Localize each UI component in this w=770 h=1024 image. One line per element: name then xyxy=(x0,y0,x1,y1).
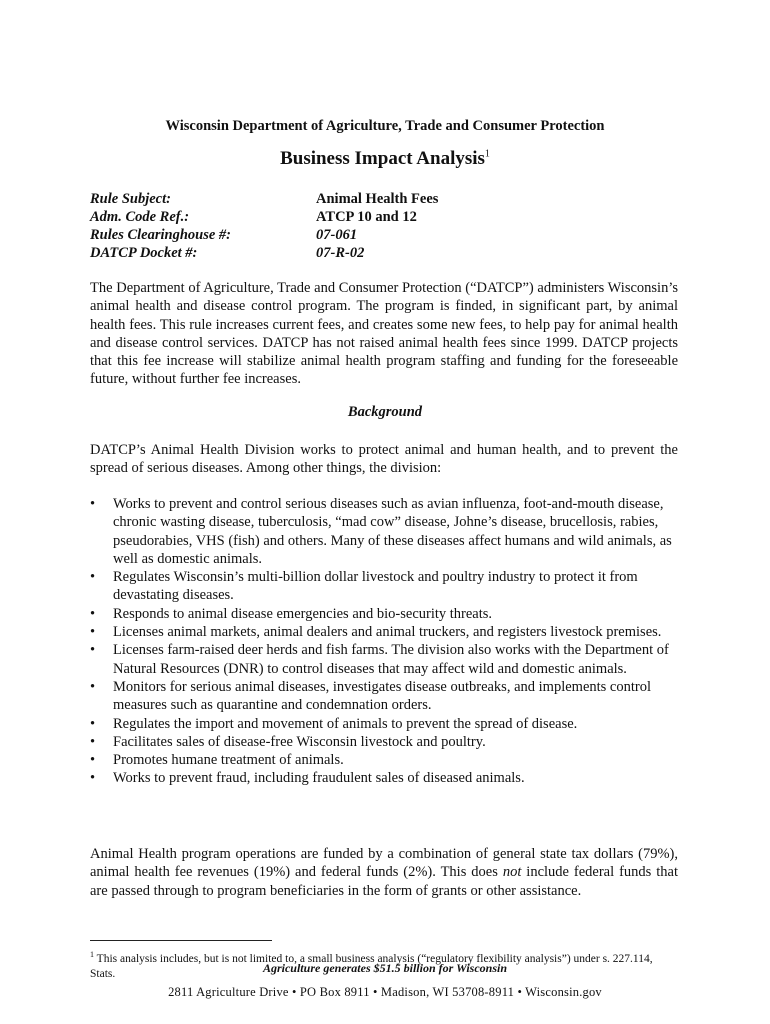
list-item-text: Works to prevent and control serious diseases such as avian influenza, foot-and-mouth disease, chronic wasting disease, tuberculosis, “mad cow” disease, Johne’s disease, brucellosis, rabies, pseudorabies, VHS (fish) and others. Many of these diseases affect humans and wild animals, as well as domestic animals. xyxy=(113,496,672,567)
meta-label: Rule Subject: xyxy=(90,191,171,207)
list-item xyxy=(90,605,680,623)
division-duties-list xyxy=(90,495,680,788)
division-intro-paragraph: DATCP’s Animal Health Division works to protect animal and human health, and to prevent the spread of serious diseases. Among other things, the division: xyxy=(90,442,678,477)
bullet-icon: • xyxy=(90,496,96,512)
list-item xyxy=(90,769,680,787)
meta-value: 07-061 xyxy=(316,227,358,243)
rule-metadata xyxy=(90,190,690,262)
footer-address: 2811 Agriculture Drive • PO Box 8911 • Madison, WI 53708-8911 • Wisconsin.gov xyxy=(168,985,602,999)
bullet-icon: • xyxy=(90,605,96,622)
department-name: Wisconsin Department of Agriculture, Trade and Consumer Protection xyxy=(165,118,605,134)
list-item-text: Responds to animal disease emergencies and bio-security threats. xyxy=(113,605,493,622)
funding-text-start: Animal Health program operations are funded by a combination of general state tax dollars (79%), animal health fee revenues (19%) and federal funds (2%). This does xyxy=(90,846,678,881)
list-item-text: Regulates the import and movement of animals to prevent the spread of disease. xyxy=(113,715,578,732)
meta-row-adm-code-ref xyxy=(90,208,690,226)
list-item-text: Licenses animal markets, animal dealers and animal truckers, and registers livestock premises. xyxy=(113,624,662,641)
page-title xyxy=(0,148,770,170)
list-item xyxy=(90,641,680,678)
funding-emphasis: not xyxy=(502,864,522,881)
meta-label: Rules Clearinghouse #: xyxy=(90,227,231,243)
title-footnote-ref: 1 xyxy=(484,148,490,160)
meta-value: ATCP 10 and 12 xyxy=(316,209,417,225)
funding-text-end: include federal funds that are passed through to program beneficiaries in the form of grants or other assistance. xyxy=(90,864,678,899)
meta-row-rule-subject xyxy=(90,190,690,208)
bullet-icon: • xyxy=(90,770,96,787)
bullet-icon: • xyxy=(90,733,96,750)
list-item xyxy=(90,495,680,568)
meta-value: 07-R-02 xyxy=(316,245,365,261)
footnote-divider xyxy=(90,940,272,941)
meta-row-docket xyxy=(90,244,690,262)
bullet-icon: • xyxy=(90,624,96,641)
list-item xyxy=(90,678,680,715)
list-item xyxy=(90,568,680,605)
list-item-text: Promotes humane treatment of animals. xyxy=(113,752,344,769)
list-item-text: Regulates Wisconsin’s multi-billion dollar livestock and poultry industry to protect it from devastating diseases. xyxy=(113,569,638,604)
bullet-icon: • xyxy=(90,715,96,732)
bullet-icon: • xyxy=(90,569,96,586)
list-item xyxy=(90,623,680,641)
list-item xyxy=(90,733,680,751)
meta-label: DATCP Docket #: xyxy=(90,245,198,261)
meta-label: Adm. Code Ref.: xyxy=(90,209,190,225)
footnote-text: This analysis includes, but is not limited to, a small business analysis (“regulatory flexibility analysis”) under s. 227.114, Stats. xyxy=(90,952,653,980)
bullet-icon: • xyxy=(90,678,96,695)
list-item xyxy=(90,751,680,769)
funding-paragraph xyxy=(90,845,678,900)
footnote-ref: 1 xyxy=(90,950,94,959)
list-item-text: Monitors for serious animal diseases, investigates disease outbreaks, and implements control measures such as quarantine and condemnation orders. xyxy=(113,678,651,714)
intro-paragraph: The Department of Agriculture, Trade and Consumer Protection (“DATCP”) administers Wisconsin’s animal health and disease control program. The program is finded, in significant part, by animal health fees. This rule increases current fees, and creates some new fees, to help pay for animal health and disease control services. DATCP has not raised animal health fees since 1999. DATCP projects that this fee increase will stabilize animal health program staffing and funding for the foreseeable future, without further fee increases. xyxy=(90,280,678,388)
meta-row-clearinghouse xyxy=(90,226,690,244)
list-item-text: Facilitates sales of disease-free Wisconsin livestock and poultry. xyxy=(113,733,486,750)
list-item-text: Works to prevent fraud, including fraudulent sales of diseased animals. xyxy=(113,770,525,787)
list-item xyxy=(90,715,680,733)
bullet-icon: • xyxy=(90,642,96,659)
bullet-icon: • xyxy=(90,752,96,769)
meta-value: Animal Health Fees xyxy=(316,191,439,207)
title-text: Business Impact Analysis xyxy=(280,148,485,169)
footer-tagline: Agriculture generates $51.5 billion for Wisconsin xyxy=(262,961,508,975)
background-heading: Background xyxy=(347,404,423,420)
list-item-text: Licenses farm-raised deer herds and fish farms. The division also works with the Department of Natural Resources (DNR) to control diseases that may affect wild and domestic animals. xyxy=(113,642,669,677)
